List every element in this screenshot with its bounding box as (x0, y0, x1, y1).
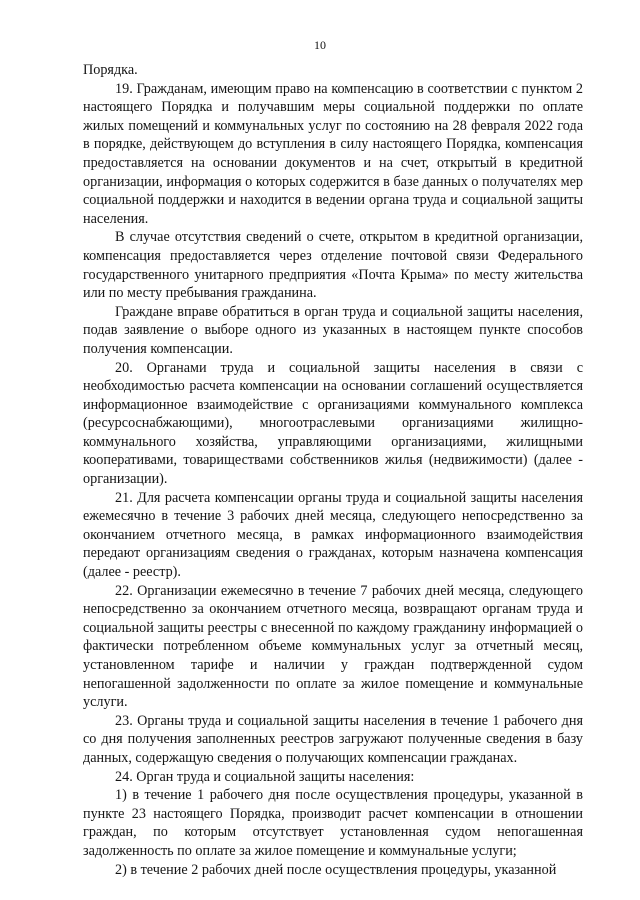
paragraph: 21. Для расчета компенсации органы труда и социальной защиты населения ежемесячно в течение 3 рабочих дней месяца, следующего непосредственно за окончанием отчетного месяца, в рамках информационного взаимодействия передают организациям сведения о гражданах, которым назначена компенсация (далее - реестр). (83, 489, 583, 581)
page-number: 10 (314, 38, 326, 52)
paragraph: 20. Органами труда и социальной защиты населения в связи с необходимостью расчета компенсации на основании соглашений осуществляется информационное взаимодействие с организациями коммунального комплекса (ресурсоснабжающими), многоотраслевыми организациями жилищно-коммунального хозяйства, управляющими организациями, жилищными кооперативами, товариществами собственников жилья (недвижимости) (далее - организации). (83, 359, 583, 488)
document-body (83, 61, 583, 879)
paragraph: 24. Орган труда и социальной защиты населения: (115, 768, 415, 785)
paragraph: 19. Гражданам, имеющим право на компенсацию в соответствии с пунктом 2 настоящего Порядка и получавшим меры социальной поддержки по оплате жилых помещений и коммунальных услуг по состоянию на 28 февраля 2022 года в порядке, действующем до вступления в силу настоящего Порядка, компенсация предоставляется на основании документов и на счет, открытый в кредитной организации, информация о которых содержится в базе данных о получателях мер социальной поддержки и находится в ведении органа труда и социальной защиты населения. (83, 80, 583, 227)
paragraph: Граждане вправе обратиться в орган труда и социальной защиты населения, подав заявление о выборе одного из указанных в настоящем пункте способов получения компенсации. (83, 303, 583, 357)
paragraph: 1) в течение 1 рабочего дня после осуществления процедуры, указанной в пункте 23 настоящего Порядка, производит расчет компенсации в отношении граждан, по которым отсутствует установленная судом непогашенная задолженность по оплате за жилое помещение и коммунальные услуги; (83, 787, 583, 859)
paragraph: Порядка. (83, 62, 138, 78)
paragraph: В случае отсутствия сведений о счете, открытом в кредитной организации, компенсация предоставляется через отделение почтовой связи Федерального государственного унитарного предприятия «Почта Крыма» по месту жительства или по месту пребывания гражданина. (83, 229, 583, 302)
paragraph: 2) в течение 2 рабочих дней после осуществления процедуры, указанной (115, 861, 557, 878)
paragraph: 22. Организации ежемесячно в течение 7 рабочих дней месяца, следующего непосредственно за окончанием отчетного месяца, возвращают органам труда и социальной защиты реестры с внесенной по каждому гражданину информацией о фактически потребленном объеме коммунальных услуг за отчетный месяц, установленном тарифе и наличии у граждан подтвержденной судом непогашенной задолженности по оплате за жилое помещение и коммунальные услуги. (83, 582, 583, 711)
paragraph: 23. Органы труда и социальной защиты населения в течение 1 рабочего дня со дня получения заполненных реестров загружают полученные сведения в базу данных, содержащую сведения о получающих компенсации гражданах. (83, 712, 583, 766)
